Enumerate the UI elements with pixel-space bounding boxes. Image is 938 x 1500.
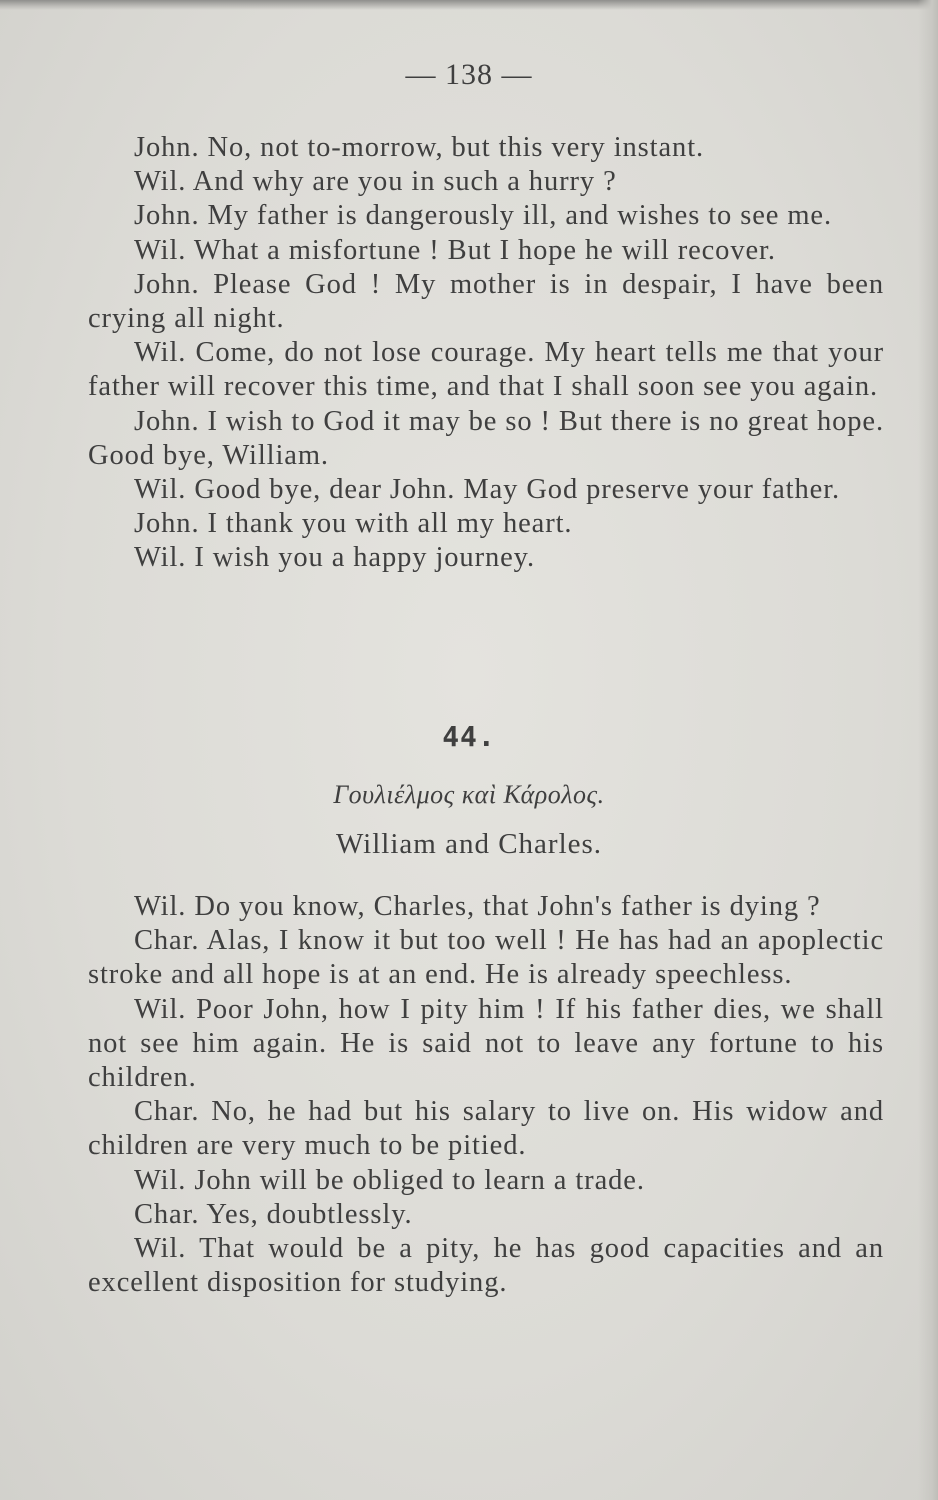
- dialogue-line: Wil. Come, do not lose courage. My heart tells me that your father will recover this time, and that I shall soon see you again.: [88, 337, 884, 403]
- dialogue-line: John. I wish to God it may be so ! But there is no great hope. Good bye, William.: [88, 405, 884, 471]
- dialogue-line: John. My father is dangerously ill, and wishes to see me.: [134, 200, 832, 232]
- dialogue-line: Wil. And why are you in such a hurry ?: [134, 166, 617, 198]
- dialogue-line: Wil. Good bye, dear John. May God preserve your father.: [134, 474, 841, 506]
- dialogue-line: John. Please God ! My mother is in despair, I have been crying all night.: [88, 268, 884, 335]
- dialogue-line: Char. No, he had but his salary to live on. His widow and children are very much to be pitied.: [88, 1096, 884, 1162]
- section-number: 44.: [442, 720, 496, 753]
- dialogue-line: Wil. Do you know, Charles, that John's father is dying ?: [134, 891, 821, 922]
- dialogue-line: Char. Alas, I know it but too well ! He has had an apoplectic stroke and all hope is at an end. He is already speechless.: [88, 925, 884, 991]
- dialogue-john-william: [88, 131, 884, 576]
- dialogue-line: Wil. John will be obliged to learn a trade.: [134, 1164, 645, 1196]
- dialogue-william-charles: [88, 890, 884, 1300]
- dialogue-line: John. No, not to-morrow, but this very instant.: [134, 132, 705, 163]
- page-number: — 138 —: [405, 58, 533, 91]
- page-top-edge: [0, 0, 938, 10]
- dialogue-line: Wil. That would be a pity, he has good capacities and an excellent disposition for studying.: [88, 1233, 884, 1299]
- dialogue-line: John. I thank you with all my heart.: [134, 508, 573, 540]
- section-title-greek: Γουλιέλμος καὶ Κάρολος.: [333, 780, 605, 809]
- dialogue-line: Wil. What a misfortune ! But I hope he will recover.: [134, 234, 776, 266]
- dialogue-line: Char. Yes, doubtlessly.: [134, 1198, 413, 1230]
- section-title-english: William and Charles.: [335, 828, 603, 860]
- dialogue-line: Wil. I wish you a happy journey.: [134, 542, 535, 574]
- dialogue-line: Wil. Poor John, how I pity him ! If his father dies, we shall not see him again. He is said not to leave any fortune to his children.: [88, 993, 884, 1094]
